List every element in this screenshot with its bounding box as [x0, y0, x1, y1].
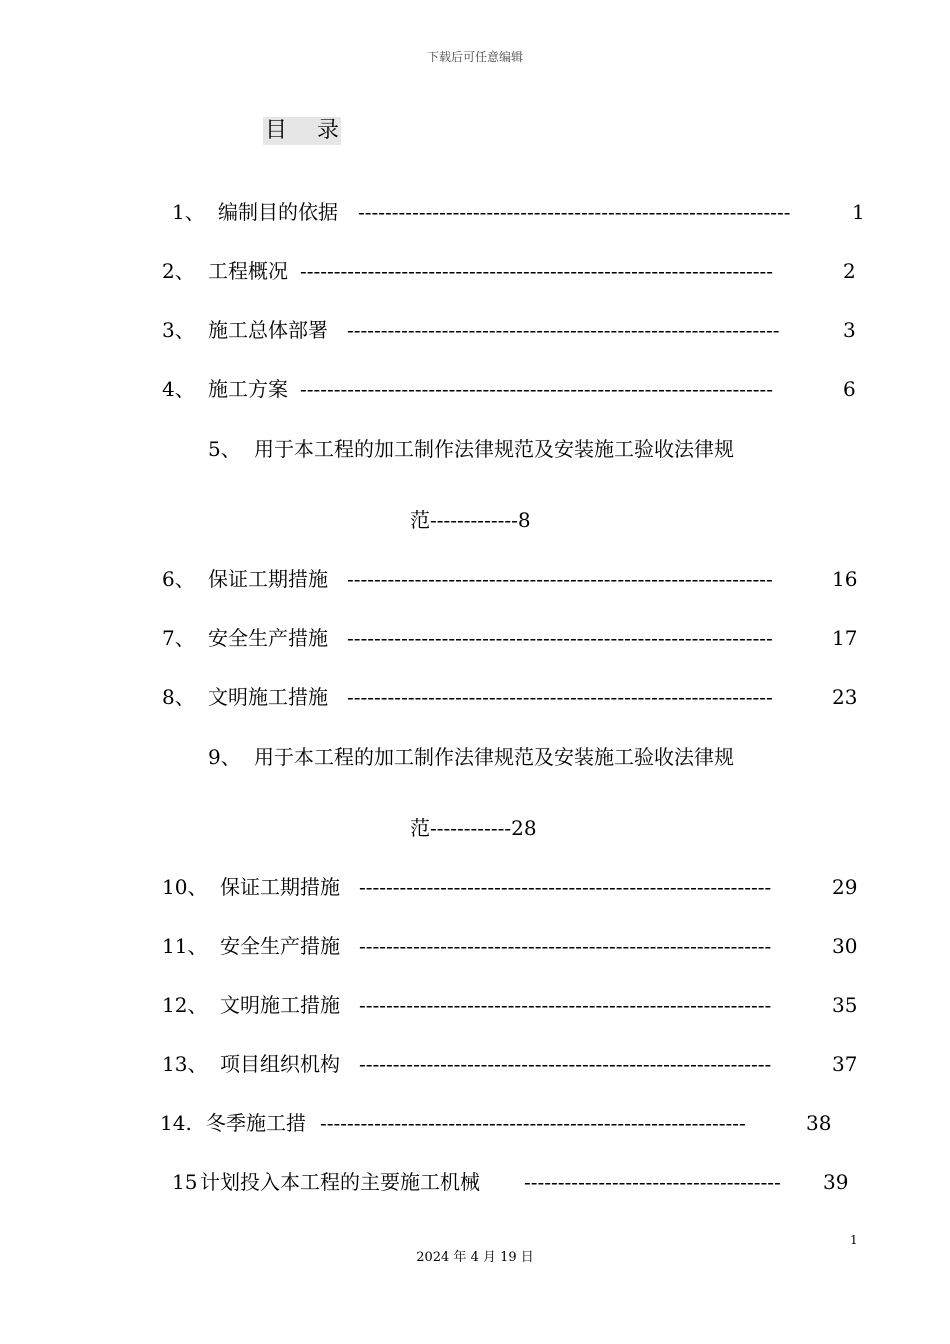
toc-entry-number: 3、	[162, 318, 195, 342]
toc-leader: -------------------------------------------------------------	[359, 993, 772, 1017]
toc-entry-page: 29	[832, 875, 858, 899]
toc-entry-title: 文明施工措施	[208, 685, 328, 709]
toc-entry-page: 16	[832, 567, 858, 591]
toc-entry-number: 12、	[162, 993, 208, 1017]
toc-leader: ---------------------------------------------------------------	[347, 626, 773, 650]
toc-entry-continuation	[410, 815, 537, 841]
toc-entry-title: 冬季施工措	[206, 1111, 306, 1135]
toc-entry-number: 4、	[162, 377, 195, 401]
toc-entry-continuation	[410, 507, 531, 533]
toc-entry-title: 计划投入本工程的主要施工机械	[200, 1170, 480, 1194]
toc-entry-number: 15	[172, 1170, 198, 1194]
toc-entry-page: 35	[832, 993, 858, 1017]
toc-entry-number: 2、	[162, 259, 195, 283]
toc-title-char-2: 录	[317, 118, 340, 143]
toc-entry-number: 8、	[162, 685, 195, 709]
toc-leader: ---------------------------------------------------------------	[347, 567, 773, 591]
toc-entry-number: 7、	[162, 626, 195, 650]
toc-entry-continuation-text: 范	[410, 508, 430, 532]
toc-leader: ----------------------------------------------------------------	[347, 318, 780, 342]
toc-entry-page: 8	[517, 508, 531, 532]
toc-entry-number: 1、	[172, 200, 205, 224]
toc-entry-number: 6、	[162, 567, 195, 591]
toc-entry-title: 保证工期措施	[220, 875, 340, 899]
toc-entry-title: 施工总体部署	[208, 318, 328, 342]
toc-leader: ----------------------------------------------------------------	[358, 200, 791, 224]
toc-entry[interactable]	[160, 1110, 306, 1136]
toc-entry-number: 11、	[162, 934, 208, 958]
toc-entry[interactable]	[172, 1169, 480, 1195]
toc-entry-page: 3	[843, 318, 856, 342]
toc-entry-title: 用于本工程的加工制作法律规范及安装施工验收法律规	[254, 437, 734, 461]
toc-entry-page: 28	[511, 816, 537, 840]
toc-leader: -------------------------------------------------------------	[359, 875, 772, 899]
toc-entry[interactable]	[208, 436, 734, 462]
toc-entry[interactable]	[162, 376, 288, 402]
toc-leader: ---------------------------------------------------------------	[347, 685, 773, 709]
toc-entry[interactable]	[162, 992, 340, 1018]
toc-entry-page: 39	[823, 1170, 849, 1194]
toc-entry-title: 安全生产措施	[208, 626, 328, 650]
page-header: 下载后可任意编辑	[426, 50, 523, 64]
toc-leader: ---------------------------------------------------------------	[320, 1111, 746, 1135]
toc-entry[interactable]	[162, 874, 340, 900]
toc-entry-number: 14.	[160, 1111, 192, 1135]
toc-entry[interactable]	[162, 933, 340, 959]
toc-entry-page: 37	[832, 1052, 858, 1076]
toc-leader: ------------	[430, 816, 512, 840]
toc-entry-page: 2	[843, 259, 856, 283]
toc-leader: --------------------------------------	[524, 1170, 781, 1194]
toc-title-char-1: 目	[265, 118, 288, 143]
toc-entry-continuation-text: 范	[410, 816, 430, 840]
toc-entry-page: 1	[852, 200, 865, 224]
toc-leader: -------------------------------------------------------------	[359, 1052, 772, 1076]
toc-entry[interactable]	[208, 744, 734, 770]
toc-entry-title: 施工方案	[208, 377, 288, 401]
toc-title	[263, 117, 341, 145]
toc-entry-page: 30	[832, 934, 858, 958]
toc-entry-number: 5、	[208, 437, 241, 461]
toc-entry-page: 6	[843, 377, 856, 401]
toc-entry-title: 编制目的依据	[218, 200, 338, 224]
toc-leader: ----------------------------------------------------------------------	[300, 377, 774, 401]
page-number: 1	[850, 1233, 858, 1247]
toc-entry-title: 工程概况	[208, 259, 288, 283]
toc-entry-title: 保证工期措施	[208, 567, 328, 591]
toc-entry-title: 项目组织机构	[220, 1052, 340, 1076]
toc-entry-title: 用于本工程的加工制作法律规范及安装施工验收法律规	[254, 745, 734, 769]
toc-entry-page: 38	[806, 1111, 832, 1135]
toc-entry[interactable]	[162, 317, 328, 343]
toc-entry[interactable]	[162, 625, 328, 651]
toc-entry-number: 13、	[162, 1052, 208, 1076]
footer-date: 2024 年 4 月 19 日	[416, 1250, 534, 1265]
toc-entry[interactable]	[162, 258, 288, 284]
toc-entry-title: 安全生产措施	[220, 934, 340, 958]
toc-entry[interactable]	[162, 1051, 340, 1077]
toc-entry-number: 9、	[208, 745, 241, 769]
toc-entry-page: 23	[832, 685, 858, 709]
toc-leader: -------------	[430, 508, 518, 532]
toc-leader: -------------------------------------------------------------	[359, 934, 772, 958]
toc-entry-number: 10、	[162, 875, 208, 899]
toc-entry-page: 17	[832, 626, 858, 650]
toc-entry[interactable]	[162, 566, 328, 592]
toc-entry[interactable]	[162, 684, 328, 710]
toc-entry-title: 文明施工措施	[220, 993, 340, 1017]
toc-leader: ----------------------------------------------------------------------	[300, 259, 774, 283]
